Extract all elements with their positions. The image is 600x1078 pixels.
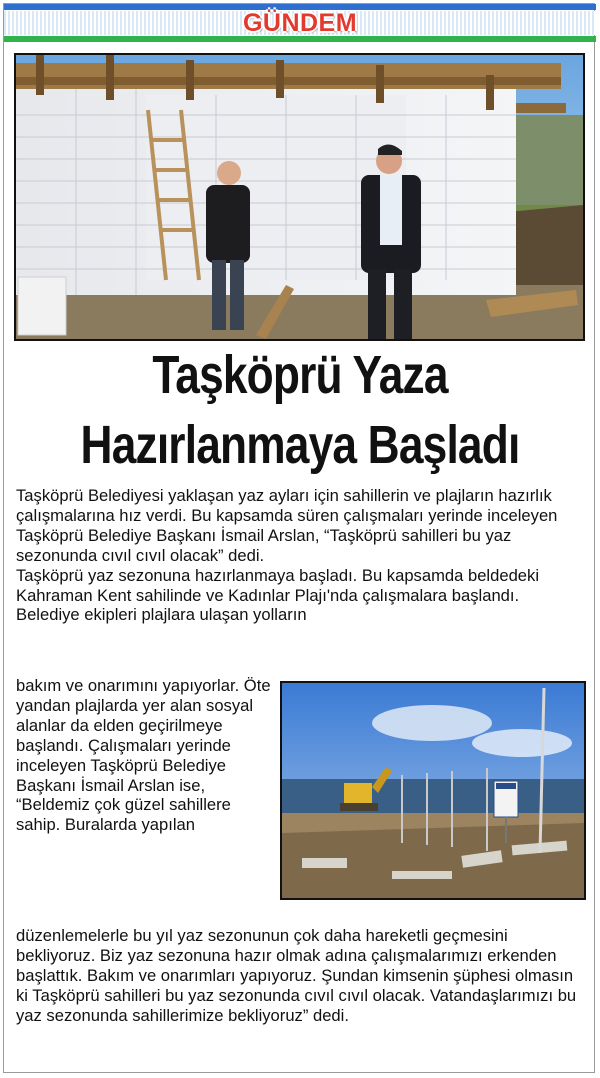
article-paragraph-1 [16,486,586,625]
article-wrapped-column: bakım ve onarımını yapıyorlar. Öte yandan plajlarda yer alan sosyal alanlar da elden geçirilmeye başlandı. Çalışmaları yerinde inceleyen Taşköprü Belediye Başkanı İsmail Arslan ise, “Beldemiz çok güzel sahillere sahip. Buralarda yapılan [16,676,271,835]
construction-site-photo [14,53,585,341]
paragraph-1-text: Taşköprü Belediyesi yaklaşan yaz ayları için sahillerin ve plajların hazırlık çalışmalarına hız verdi. Bu kapsamda süren çalışmaları yerinde inceleyen Taşköprü Belediye Başkanı İsmail Arslan, “Taşköprü sahilleri bu yaz sezonunda cıvıl cıvıl olacak” dedi. [16,486,558,565]
section-label: GÜNDEM [242,9,358,37]
headline-line-1: Taşköprü Yaza [152,345,448,405]
article-paragraph-end: düzenlemelerle bu yıl yaz sezonunun çok daha hareketli geçmesini bekliyoruz. Biz yaz sezonuna hazır olmak adına çalışmalarımızı erkenden başlattık. Bakım ve onarımları yapıyoruz. Şundan kimsenin şüphesi olmasın ki Taşköprü sahilleri bu yaz sezonunda cıvıl cıvıl olacak. Vatandaşlarımızı bu yaz sezonunda sahillerimize bekliyoruz” dedi. [16,926,577,1025]
paragraph-2-start: Taşköprü yaz sezonuna hazırlanmaya başladı. Bu kapsamda beldedeki Kahraman Kent sahilinde ve Kadınlar Plajı'nda çalışmalara başlandı. Belediye ekipleri plajlara ulaşan yolların [16,565,540,625]
headline-line-2: Hazırlanmaya Başladı [80,415,520,475]
beach-excavator-photo [280,681,586,900]
